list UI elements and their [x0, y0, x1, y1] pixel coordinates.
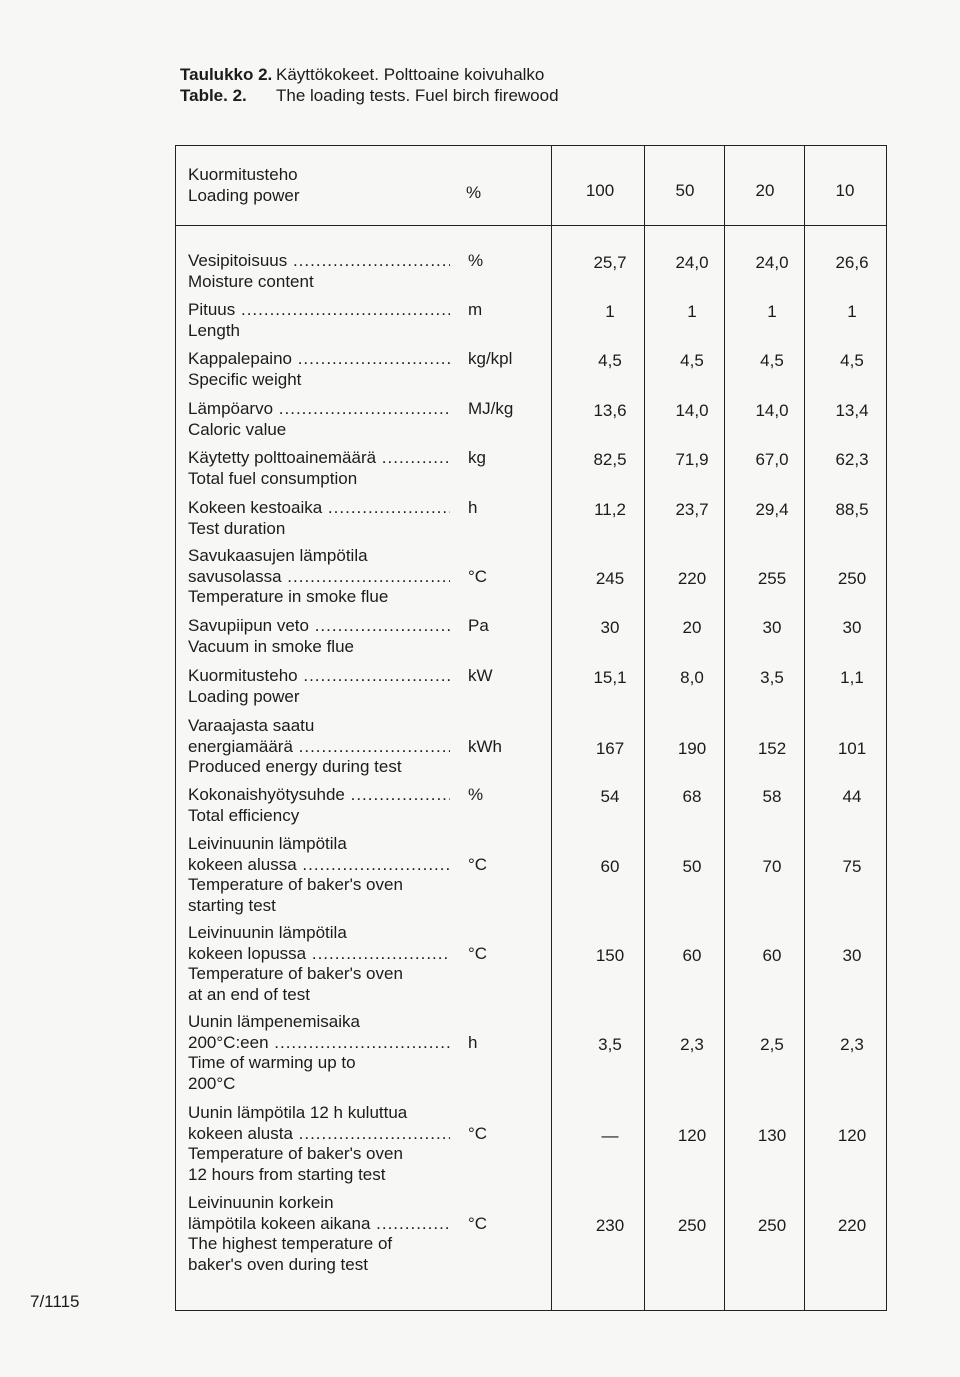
- row-value: 220: [837, 1215, 867, 1235]
- row-label-fi: Kappalepaino .....: [188, 349, 450, 370]
- row-value: 2,3: [680, 1034, 704, 1054]
- row-unit: °C: [468, 1213, 488, 1233]
- row-label: [188, 666, 450, 707]
- row-label-en: baker's oven during test: [188, 1254, 368, 1274]
- row-label-en: Moisture content: [188, 271, 314, 291]
- row-value: 11,2: [594, 500, 626, 519]
- row-value: 14,0: [755, 401, 789, 420]
- row-value: 130: [757, 1125, 787, 1145]
- row-label-fi: Vesipitoisuus .....: [188, 251, 450, 272]
- column-divider: [551, 146, 552, 1310]
- row-value: 13,6: [593, 401, 627, 420]
- table-caption: [180, 64, 559, 106]
- row-label-fi: Varaajasta saatu: [188, 716, 315, 735]
- row-value: 68: [682, 787, 702, 806]
- row-label-fi: savusolassa .....: [188, 567, 450, 588]
- row-label: [188, 399, 450, 440]
- row-unit: MJ/kg: [468, 399, 514, 418]
- row-value: 120: [837, 1125, 867, 1145]
- caption-fi-text: Käyttökokeet. Polttoaine koivuhalko: [276, 65, 545, 84]
- row-label-en: 12 hours from starting test: [188, 1164, 386, 1184]
- row-value: 30: [762, 618, 782, 637]
- row-value: 2,5: [760, 1034, 784, 1054]
- row-label-en: Vacuum in smoke flue: [188, 636, 354, 656]
- row-unit: °C: [468, 943, 488, 963]
- row-unit: h: [468, 498, 478, 517]
- row-unit: kg: [468, 448, 486, 467]
- row-label: [188, 785, 450, 826]
- row-label-en: Temperature of baker's oven: [188, 875, 403, 894]
- row-value: 3,5: [598, 1034, 622, 1054]
- row-value: 30: [600, 618, 620, 637]
- row-unit: kg/kpl: [468, 349, 513, 368]
- row-label-fi: Kokonaishyötysuhde .....: [188, 785, 450, 806]
- row-label-fi: Uunin lämpötila 12 h kuluttua: [188, 1103, 408, 1122]
- row-value: 71,9: [675, 450, 709, 469]
- row-label-en: Test duration: [188, 518, 286, 538]
- row-value: 1: [847, 302, 857, 321]
- header-unit: %: [466, 183, 482, 202]
- row-value: 1,1: [840, 668, 864, 687]
- row-label: [188, 300, 450, 341]
- row-label-fi: Savukaasujen lämpötila: [188, 546, 368, 565]
- caption-finnish: [180, 64, 559, 85]
- header-level-100: 100: [585, 181, 615, 200]
- row-value: 23,7: [675, 500, 709, 519]
- row-value: 4,5: [840, 351, 864, 370]
- caption-en-text: The loading tests. Fuel birch firewood: [276, 86, 559, 105]
- row-label-fi: 200°C:een .....: [188, 1033, 450, 1054]
- row-value: 70: [762, 856, 782, 876]
- row-value: 67,0: [755, 450, 789, 469]
- row-unit: %: [468, 785, 484, 804]
- row-value: 26,6: [835, 253, 869, 272]
- row-label: [188, 834, 450, 916]
- row-value: 190: [677, 738, 707, 758]
- row-label: [188, 1103, 450, 1185]
- row-label-en: The highest temperature of: [188, 1234, 393, 1253]
- row-value: 220: [677, 568, 707, 588]
- row-unit: °C: [468, 854, 488, 874]
- caption-english: [180, 85, 559, 106]
- row-value: 2,3: [840, 1034, 864, 1054]
- row-value: 8,0: [680, 668, 704, 687]
- row-label-fi: Leivinuunin lämpötila: [188, 923, 347, 942]
- row-value: 25,7: [593, 253, 627, 272]
- row-label: [188, 716, 450, 778]
- row-value: 20: [682, 618, 702, 637]
- row-value: 62,3: [835, 450, 869, 469]
- row-value: 50: [682, 856, 702, 876]
- row-label-fi: Leivinuunin lämpötila: [188, 834, 347, 853]
- row-unit: °C: [468, 1123, 488, 1143]
- row-label-fi: energiamäärä .....: [188, 737, 450, 758]
- header-label-fi: Kuormitusteho: [188, 165, 298, 184]
- row-label-en: Caloric value: [188, 419, 287, 439]
- row-unit: °C: [468, 566, 488, 586]
- row-value: 250: [677, 1215, 707, 1235]
- loading-tests-table: [175, 145, 887, 1311]
- row-value: 58: [762, 787, 782, 806]
- row-label-en: Loading power: [188, 686, 300, 706]
- row-unit: kWh: [468, 736, 502, 756]
- row-value: 60: [682, 945, 702, 965]
- row-label-fi: Kokeen kestoaika .....: [188, 498, 450, 519]
- row-label-en: Length: [188, 320, 240, 340]
- row-label-en: Temperature in smoke flue: [188, 587, 389, 606]
- row-value: 250: [837, 568, 867, 588]
- row-label: [188, 349, 450, 390]
- row-label-en: Total efficiency: [188, 805, 300, 825]
- row-label: [188, 498, 450, 539]
- row-value: —: [601, 1125, 619, 1145]
- caption-en-label: Table. 2.: [180, 86, 247, 105]
- row-label-fi: kokeen alusta .....: [188, 1124, 450, 1145]
- page-number: 7/1115: [30, 1292, 80, 1311]
- row-label-en: Time of warming up to: [188, 1053, 356, 1072]
- row-value: 13,4: [835, 401, 869, 420]
- header-label-en: Loading power: [188, 186, 300, 205]
- row-value: 60: [600, 856, 620, 876]
- row-label-fi: kokeen alussa .....: [188, 855, 450, 876]
- row-value: 24,0: [755, 253, 789, 272]
- row-label-fi: Leivinuunin korkein: [188, 1193, 334, 1212]
- row-unit: Pa: [468, 616, 489, 635]
- header-level-50: 50: [675, 181, 695, 200]
- row-value: 150: [595, 945, 625, 965]
- row-value: 24,0: [675, 253, 709, 272]
- row-value: 82,5: [593, 450, 627, 469]
- row-value: 14,0: [675, 401, 709, 420]
- row-value: 60: [762, 945, 782, 965]
- row-value: 54: [600, 787, 620, 806]
- row-value: 75: [842, 856, 862, 876]
- row-value: 30: [842, 618, 862, 637]
- row-value: 230: [595, 1215, 625, 1235]
- row-value: 44: [842, 787, 862, 806]
- row-label-fi: Lämpöarvo .....: [188, 399, 450, 420]
- row-label-en: at an end of test: [188, 984, 310, 1004]
- row-label-fi: Pituus .....: [188, 300, 450, 321]
- row-label-en: Produced energy during test: [188, 757, 402, 776]
- row-value: 15,1: [593, 668, 627, 687]
- row-label: [188, 251, 450, 292]
- row-label: [188, 616, 450, 657]
- header-level-20: 20: [755, 181, 775, 200]
- row-unit: m: [468, 300, 483, 319]
- row-value: 1: [767, 302, 777, 321]
- row-value: 101: [837, 738, 867, 758]
- row-value: 250: [757, 1215, 787, 1235]
- row-value: 29,4: [755, 500, 789, 519]
- row-label-en: starting test: [188, 895, 276, 915]
- row-value: 30: [842, 945, 862, 965]
- row-label-fi: Savupiipun veto .....: [188, 616, 450, 637]
- row-unit: %: [468, 251, 484, 270]
- row-label: [188, 1012, 450, 1094]
- row-label-en: Specific weight: [188, 369, 302, 389]
- row-label: [188, 1193, 450, 1275]
- row-label-fi: kokeen lopussa .....: [188, 944, 450, 965]
- row-unit: h: [468, 1032, 478, 1052]
- row-label-en: Temperature of baker's oven: [188, 964, 403, 983]
- row-value: 4,5: [598, 351, 622, 370]
- row-label-fi: Kuormitusteho .....: [188, 666, 450, 687]
- row-value: 152: [757, 738, 787, 758]
- row-value: 1: [687, 302, 697, 321]
- row-label-fi: lämpötila kokeen aikana .....: [188, 1214, 450, 1235]
- caption-fi-label: Taulukko 2.: [180, 65, 273, 84]
- row-value: 4,5: [680, 351, 704, 370]
- row-value: 88,5: [835, 500, 869, 519]
- header-level-10: 10: [835, 181, 855, 200]
- row-label: [188, 923, 450, 1005]
- row-label-en: Temperature of baker's oven: [188, 1144, 403, 1163]
- row-value: 3,5: [760, 668, 784, 687]
- row-value: 245: [595, 568, 625, 588]
- row-value: 120: [677, 1125, 707, 1145]
- row-label-en: 200°C: [188, 1073, 236, 1093]
- row-label-fi: Uunin lämpenemisaika: [188, 1012, 360, 1031]
- row-label-en: Total fuel consumption: [188, 468, 358, 488]
- header-divider: [176, 225, 886, 226]
- row-value: 167: [595, 738, 625, 758]
- row-label-fi: Käytetty polttoainemäärä .....: [188, 448, 450, 469]
- row-value: 255: [757, 568, 787, 588]
- row-value: 1: [605, 302, 615, 321]
- row-value: 4,5: [760, 351, 784, 370]
- row-label: [188, 546, 450, 608]
- row-unit: kW: [468, 666, 493, 685]
- header-label: [188, 164, 300, 206]
- row-label: [188, 448, 450, 489]
